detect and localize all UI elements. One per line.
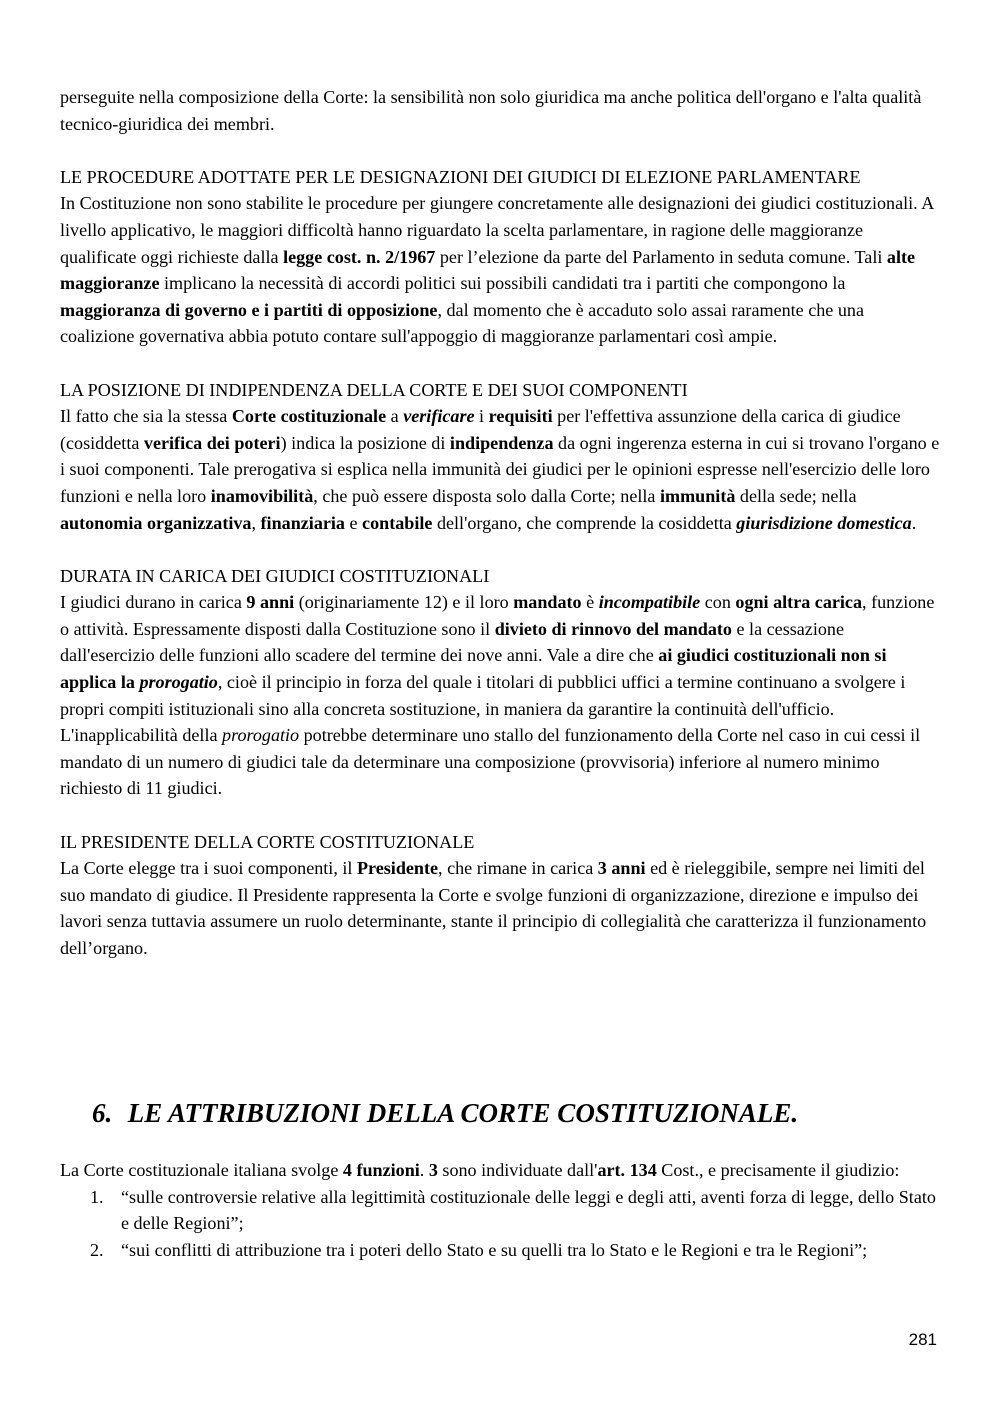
- bold-span: autonomia organizzativa: [60, 512, 252, 533]
- text-span: I giudici durano in carica: [60, 592, 247, 613]
- text-span: , funzione o attività. Espressamente disposti dalla Costituzione sono il: [60, 592, 935, 639]
- list-marker: 2.: [90, 1239, 104, 1260]
- list-item: [60, 1184, 940, 1237]
- text-span: ,: [251, 512, 261, 533]
- bold-span: maggioranza di governo e i partiti di opposizione: [60, 299, 438, 320]
- section-heading-durata: DURATA IN CARICA DEI GIUDICI COSTITUZIONALI: [60, 565, 490, 586]
- bold-span: ai giudici costituzionali non si applica la: [60, 645, 887, 693]
- bold-span: divieto di rinnovo del mandato: [494, 618, 732, 639]
- bold-span: Presidente: [356, 858, 439, 879]
- text-span: a: [386, 406, 404, 427]
- text-span: Il fatto che sia la stessa: [60, 406, 232, 427]
- chapter-intro: [60, 1157, 940, 1263]
- italic-span: prorogatio: [222, 725, 300, 746]
- bold-span: inamovibilità: [210, 485, 314, 506]
- chapter-title: [92, 1096, 798, 1130]
- bold-span: indipendenza: [449, 432, 554, 453]
- section-heading-designazioni: LE PROCEDURE ADOTTATE PER LE DESIGNAZIONI DEI GIUDICI DI ELEZIONE PARLAMENTARE: [60, 166, 861, 187]
- section-heading-indipendenza: LA POSIZIONE DI INDIPENDENZA DELLA CORTE E DEI SUOI COMPONENTI: [60, 379, 688, 400]
- bold-italic-span: incompatibile: [598, 592, 701, 613]
- bold-span: contabile: [362, 512, 433, 533]
- text-span: , che rimane in carica: [438, 858, 598, 879]
- text-span: potrebbe determinare uno stallo del funzionamento della Corte nel caso in cui cessi il mandato di un numero di giudici tale da determinare una composizione (provvisoria) inferiore al numero minimo richiesto di 11 giudici.: [60, 725, 921, 799]
- bold-span: finanziaria: [260, 512, 345, 533]
- text-span: , cioè il principio in forza del quale i titolari di pubblici uffici a termine continuano a svolgere i propri compiti istituzionali sino alla concreta sostituzione, in maniera da garantire la continuità dell'ufficio. L'inapplicabilità della: [60, 672, 906, 746]
- intro-paragraph: perseguite nella composizione della Corte: la sensibilità non solo giuridica ma anche politica dell'organo e l'alta qualità tecnico-giuridica dei membri.: [60, 87, 922, 134]
- text-span: da ogni ingerenza esterna in cui si trovano l'organo e i suoi componenti. Tale prerogativa si esplica nella immunità dei giudici per le opinioni espresse nell'esercizio delle loro funzioni e nella loro: [60, 432, 940, 506]
- chapter-intro-paragraph: [60, 1157, 940, 1184]
- text-span: .: [419, 1160, 429, 1180]
- bold-italic-span: verificare: [403, 406, 475, 427]
- text-span: è: [581, 592, 599, 613]
- bold-span: art. 134: [597, 1160, 657, 1180]
- page-number: 281: [908, 1330, 937, 1349]
- bold-span: 4 funzioni: [342, 1160, 420, 1180]
- list-item-text: “sui conflitti di attribuzione tra i poteri dello Stato e su quelli tra lo Stato e le Regioni e tra le Regioni”;: [121, 1239, 868, 1260]
- text-span: i: [474, 406, 489, 427]
- bold-span: 9 anni: [246, 592, 295, 613]
- text-span: (originariamente 12) e il loro: [294, 592, 514, 613]
- chapter-number: 6.: [92, 1098, 113, 1128]
- text-span: sono individuate dall': [437, 1160, 598, 1180]
- text-span: ed è rieleggibile, sempre nei limiti del suo mandato di giudice. Il Presidente rappresenta la Corte e svolge funzioni di organizzazione, direzione e impulso dei lavori senza tuttavia assumere un ruolo determinante, stante il principio di collegialità che caratterizza il funzionamento dell’organo.: [60, 858, 927, 958]
- text-span: ) indica la posizione di: [280, 432, 450, 453]
- numbered-list: [60, 1184, 940, 1264]
- bold-italic-span: giurisdizione domestica: [736, 512, 912, 533]
- bold-span: ogni altra carica: [735, 592, 863, 613]
- text-span: implicano la necessità di accordi politici sui possibili candidati tra i partiti che compongono la: [159, 273, 846, 294]
- text-span: della sede; nella: [735, 485, 857, 506]
- text-span: Cost., e precisamente il giudizio:: [656, 1160, 900, 1180]
- bold-span: 3: [428, 1160, 438, 1180]
- text-span: per l’elezione da parte del Parlamento in seduta comune. Tali: [435, 246, 887, 267]
- list-marker: 1.: [90, 1186, 104, 1207]
- bold-span: requisiti: [488, 406, 553, 427]
- text-span: .: [911, 512, 917, 533]
- bold-span: legge cost. n. 2/1967: [283, 246, 436, 267]
- section-paragraph-designazioni: [60, 190, 940, 350]
- page-body: [60, 84, 940, 962]
- section-paragraph-indipendenza: [60, 403, 940, 536]
- section-paragraph-presidente: [60, 855, 940, 961]
- bold-span: mandato: [513, 592, 582, 613]
- bold-italic-span: prorogatio: [139, 672, 218, 693]
- text-span: dell'organo, che comprende la cosiddetta: [432, 512, 737, 533]
- text-span: per l'effettiva assunzione della carica di giudice (cosiddetta: [60, 406, 901, 453]
- bold-span: immunità: [660, 485, 736, 506]
- list-item: [60, 1237, 940, 1264]
- bold-span: Corte costituzionale: [231, 406, 387, 427]
- bold-span: alte maggioranze: [60, 246, 916, 294]
- text-span: e la cessazione dall'esercizio delle funzioni allo scadere del termine dei nove anni. Vale a dire che: [60, 618, 844, 666]
- bold-span: 3 anni: [597, 858, 646, 879]
- text-span: La Corte costituzionale italiana svolge: [60, 1160, 343, 1180]
- text-span: La Corte elegge tra i suoi componenti, il: [60, 858, 357, 879]
- text-span: con: [700, 592, 736, 613]
- section-paragraph-durata: [60, 589, 940, 802]
- bold-span: verifica dei poteri: [143, 432, 281, 453]
- chapter-title-text: LE ATTRIBUZIONI DELLA CORTE COSTITUZIONALE.: [127, 1098, 799, 1128]
- text-span: In Costituzione non sono stabilite le procedure per giungere concretamente alle designazioni dei giudici costituzionali. A livello applicativo, le maggiori difficoltà hanno riguardato la scelta parlamentare, in ragione delle maggioranze qualificate oggi richieste dalla: [60, 193, 934, 267]
- text-span: e: [344, 512, 363, 533]
- list-item-text: “sulle controversie relative alla legittimità costituzionale delle leggi e degli atti, aventi forza di legge, dello Stato e delle Regioni”;: [121, 1186, 936, 1234]
- text-span: , dal momento che è accaduto solo assai raramente che una coalizione governativa abbia potuto contare sull'appoggio di maggioranze parlamentari così ampie.: [60, 299, 864, 347]
- section-heading-presidente: IL PRESIDENTE DELLA CORTE COSTITUZIONALE: [60, 831, 475, 852]
- text-span: , che può essere disposta solo dalla Corte; nella: [313, 485, 660, 506]
